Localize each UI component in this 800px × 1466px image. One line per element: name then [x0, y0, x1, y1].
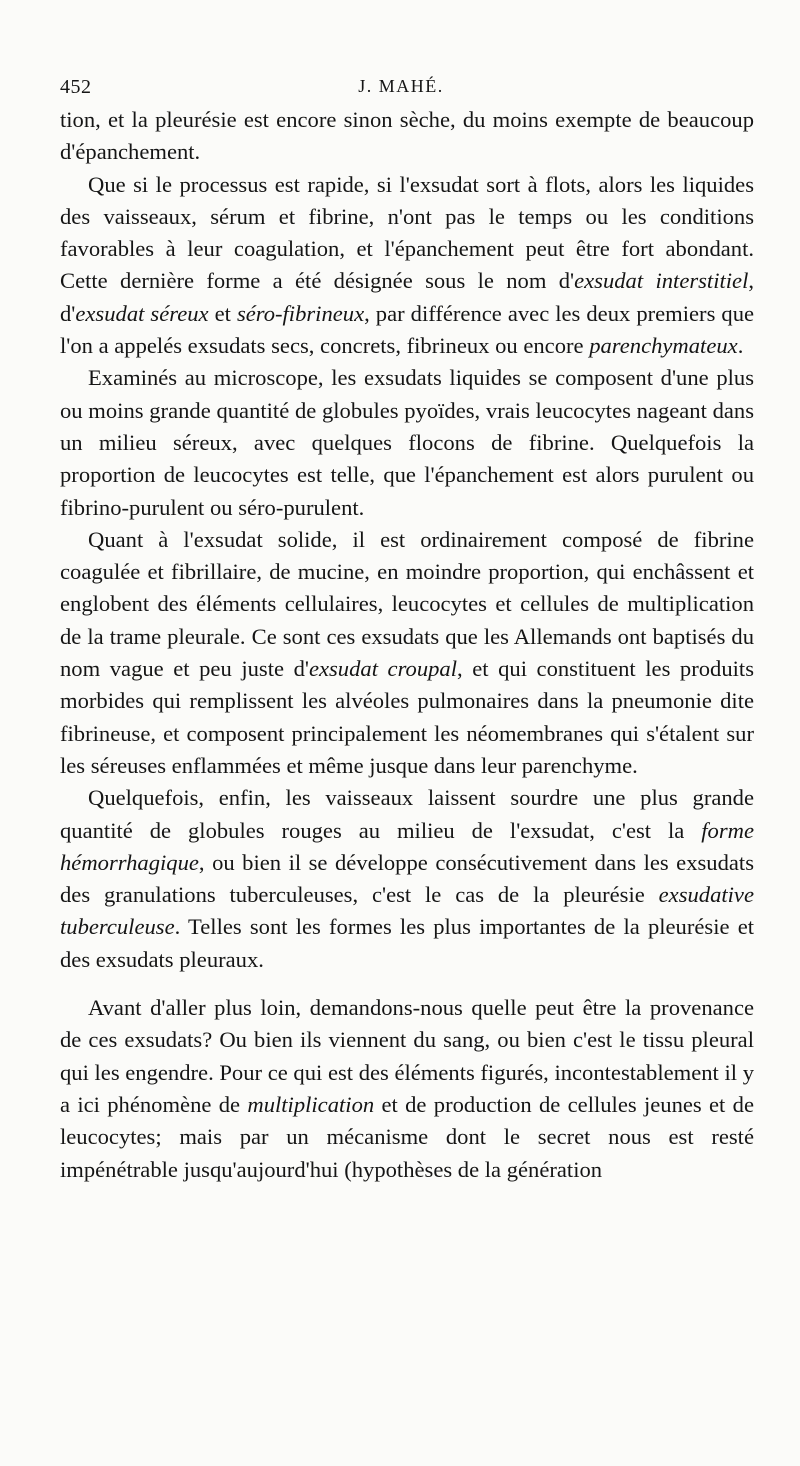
italic-term: forme hémorrhagique — [60, 817, 754, 875]
text-run: tion, et la pleurésie est encore sinon sèche, du moins exempte de beaucoup d'épanchement. — [60, 107, 754, 165]
paragraph-continuation — [60, 104, 754, 169]
italic-term: exsudat séreux — [75, 300, 209, 326]
text-run: , d' — [60, 268, 754, 326]
text-run: et — [208, 300, 237, 326]
running-header — [60, 76, 742, 104]
italic-term: parenchymateux — [589, 333, 738, 359]
italic-term: multiplication — [247, 1091, 375, 1117]
paragraph-hemorrhagique — [60, 782, 754, 976]
text-run: Quelquefois, enfin, les vaisseaux laissent sourdre une plus grande quantité de globules rouges au milieu de l'exsudat, c'est la — [60, 785, 754, 843]
italic-term: exsudat interstitiel — [574, 268, 749, 294]
paragraph-microscope — [60, 362, 754, 523]
text-run: , ou bien il se développe consécutivement dans les exsudats des granulations tuberculeuses, c'est le cas de la pleurésie — [60, 849, 754, 908]
text-run: . — [737, 333, 744, 359]
italic-term: séro-fibrineux — [236, 300, 365, 326]
text-run: Avant d'aller plus loin, demandons-nous quelle peut être la provenance de ces exsudats? Ou bien ils viennent du sang, ou bien c'est le tissu pleural qui les engendre. Pour ce qui est des éléments figurés, incontestablement il y a ici phénomène de — [60, 995, 754, 1117]
text-run: , par différence avec les deux premiers que l'on a appelés exsudats secs, concrets, fibrineux ou encore — [60, 300, 755, 359]
page-number: 452 — [60, 76, 92, 98]
body-text — [60, 104, 754, 1186]
paragraph-provenance — [60, 992, 754, 1186]
text-run: Examinés au microscope, les exsudats liquides se composent d'une plus ou moins grande quantité de globules pyoïdes, vrais leucocytes nageant dans un milieu séreux, avec quelques flocons de fibrine. Quelquefois la proportion de leucocytes est telle, que l'épanchement est alors purulent ou fibrino-purulent ou séro-purulent. — [60, 365, 754, 520]
text-run: Quant à l'exsudat solide, il est ordinairement composé de fibrine coagulée et fibrillaire, de mucine, en moindre proportion, qui enchâssent et englobent des éléments cellulaires, leucocytes et cellules de multiplication de la trame pleurale. Ce sont ces exsudats que les Allemands ont baptisés du nom vague et peu juste d' — [60, 526, 754, 682]
text-run: Que si le processus est rapide, si l'exsudat sort à flots, alors les liquides des vaisseaux, sérum et fibrine, n'ont pas le temps ou les conditions favorables à leur coagulation, et l'épanchement peut être fort abondant. Cette dernière forme a été désignée sous le nom d' — [60, 171, 754, 294]
paragraph-exsudat-forms — [60, 169, 754, 363]
italic-term: exsudative tuberculeuse — [60, 882, 754, 940]
text-run: et de production de cellules jeunes et de leucocytes; mais par un mécanisme dont le secret nous est resté impénétrable jusqu'aujourd'hui (hypothèses de la génération — [60, 1091, 754, 1182]
running-title: J. MAHÉ. — [358, 76, 444, 96]
paragraph-exsudat-solide — [60, 524, 754, 782]
text-run: . Telles sont les formes les plus importantes de la pleurésie et des exsudats pleuraux. — [60, 914, 754, 972]
text-run: , et qui constituent les produits morbides qui remplissent les alvéoles pulmonaires dans la pneumonie dite fibrineuse, et composent principalement les néomembranes qui s'étalent sur les séreuses enflammées et même jusque dans leur parenchyme. — [60, 656, 754, 778]
italic-term: exsudat croupal — [308, 656, 457, 682]
